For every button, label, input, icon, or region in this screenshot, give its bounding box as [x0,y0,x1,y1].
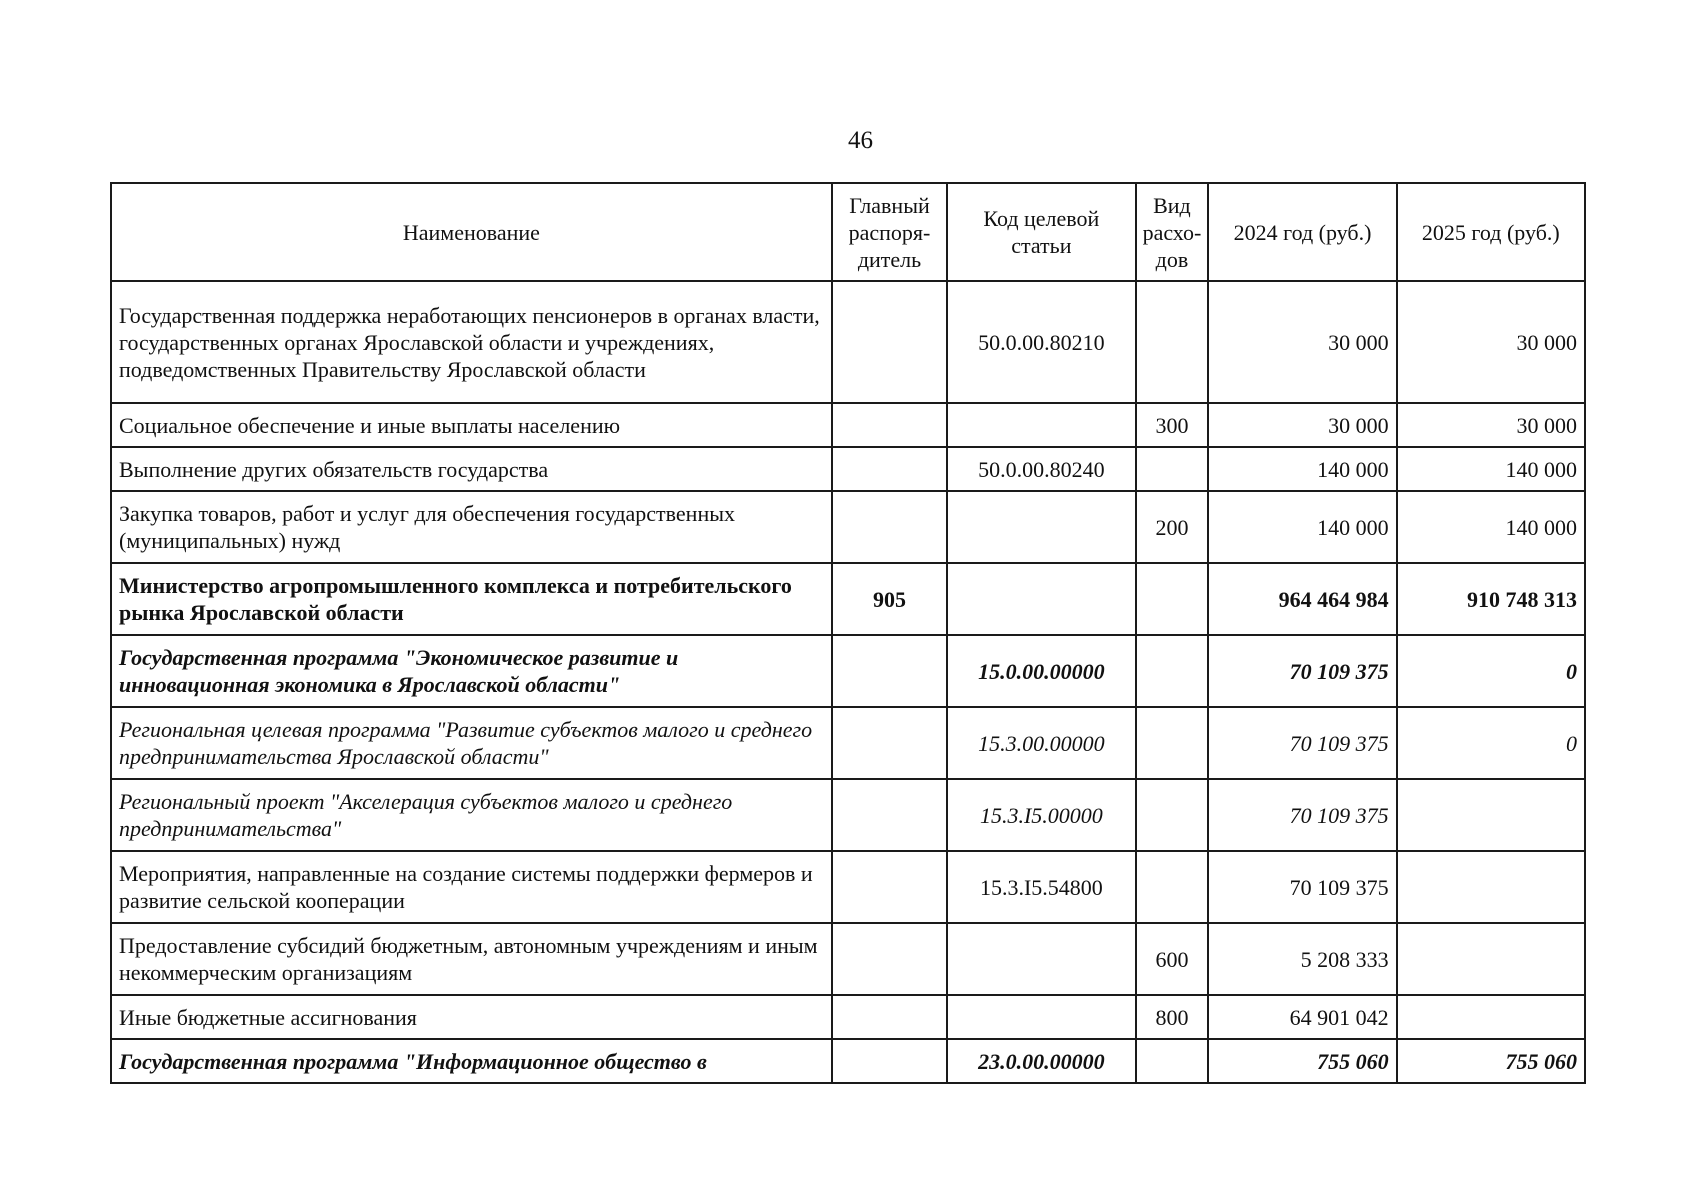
cell-expense-type: 600 [1136,923,1209,995]
header-manager: Главный распоря-дитель [832,183,947,281]
table-row [111,563,1585,635]
cell-expense-type: 300 [1136,403,1209,447]
cell-2024: 70 109 375 [1208,851,1396,923]
budget-table [110,182,1586,1084]
cell-name: Государственная программа "Информационное общество в [111,1039,832,1083]
cell-2025: 910 748 313 [1397,563,1585,635]
cell-manager [832,779,947,851]
cell-expense-type: 200 [1136,491,1209,563]
cell-2025: 755 060 [1397,1039,1585,1083]
cell-name: Мероприятия, направленные на создание системы поддержки фермеров и развитие сельской кооперации [111,851,832,923]
cell-2024: 964 464 984 [1208,563,1396,635]
cell-2025 [1397,779,1585,851]
table-row [111,281,1585,403]
cell-manager [832,707,947,779]
cell-expense-type [1136,447,1209,491]
cell-2025: 140 000 [1397,491,1585,563]
cell-name: Предоставление субсидий бюджетным, автономным учреждениям и иным некоммерческим организациям [111,923,832,995]
cell-2025 [1397,995,1585,1039]
cell-manager [832,851,947,923]
cell-name: Иные бюджетные ассигнования [111,995,832,1039]
table-row [111,995,1585,1039]
cell-expense-type [1136,779,1209,851]
cell-manager [832,635,947,707]
cell-name: Социальное обеспечение и иные выплаты населению [111,403,832,447]
header-expense-type: Вид расхо-дов [1136,183,1209,281]
cell-2024: 64 901 042 [1208,995,1396,1039]
cell-2024: 30 000 [1208,403,1396,447]
cell-name: Государственная программа "Экономическое развитие и инновационная экономика в Ярославской области" [111,635,832,707]
cell-code: 15.0.00.00000 [947,635,1135,707]
cell-2025: 30 000 [1397,403,1585,447]
table-row [111,403,1585,447]
cell-2024: 70 109 375 [1208,635,1396,707]
header-code: Код целевой статьи [947,183,1135,281]
cell-manager [832,281,947,403]
cell-2024: 140 000 [1208,447,1396,491]
table-row [111,1039,1585,1083]
cell-manager [832,491,947,563]
cell-2024: 70 109 375 [1208,779,1396,851]
cell-code: 15.3.00.00000 [947,707,1135,779]
cell-manager: 905 [832,563,947,635]
cell-code [947,491,1135,563]
cell-code [947,563,1135,635]
cell-expense-type: 800 [1136,995,1209,1039]
cell-code [947,923,1135,995]
cell-manager [832,403,947,447]
cell-name: Государственная поддержка неработающих пенсионеров в органах власти, государственных органах Ярославской области и учреждениях, подведомственных Правительству Ярославской области [111,281,832,403]
cell-2025: 0 [1397,635,1585,707]
cell-expense-type [1136,707,1209,779]
cell-manager [832,1039,947,1083]
cell-name: Выполнение других обязательств государства [111,447,832,491]
cell-expense-type [1136,563,1209,635]
header-2025: 2025 год (руб.) [1397,183,1585,281]
cell-name: Министерство агропромышленного комплекса и потребительского рынка Ярославской области [111,563,832,635]
cell-2024: 30 000 [1208,281,1396,403]
cell-2024: 70 109 375 [1208,707,1396,779]
cell-name: Региональная целевая программа "Развитие субъектов малого и среднего предпринимательства Ярославской области" [111,707,832,779]
table-row [111,707,1585,779]
cell-code [947,995,1135,1039]
cell-expense-type [1136,281,1209,403]
cell-2025 [1397,923,1585,995]
cell-code: 50.0.00.80240 [947,447,1135,491]
cell-2024: 755 060 [1208,1039,1396,1083]
cell-name: Закупка товаров, работ и услуг для обеспечения государственных (муниципальных) нужд [111,491,832,563]
table-row [111,851,1585,923]
header-name: Наименование [111,183,832,281]
cell-expense-type [1136,851,1209,923]
table-row [111,923,1585,995]
cell-expense-type [1136,635,1209,707]
table-row [111,447,1585,491]
cell-expense-type [1136,1039,1209,1083]
cell-code [947,403,1135,447]
cell-code: 15.3.I5.00000 [947,779,1135,851]
cell-2025 [1397,851,1585,923]
cell-2025: 30 000 [1397,281,1585,403]
cell-manager [832,995,947,1039]
page-number: 46 [848,127,873,154]
table-row [111,491,1585,563]
cell-name: Региональный проект "Акселерация субъектов малого и среднего предпринимательства" [111,779,832,851]
cell-manager [832,923,947,995]
table-header-row [111,183,1585,281]
cell-code: 50.0.00.80210 [947,281,1135,403]
cell-code: 23.0.00.00000 [947,1039,1135,1083]
cell-2025: 140 000 [1397,447,1585,491]
header-2024: 2024 год (руб.) [1208,183,1396,281]
cell-2025: 0 [1397,707,1585,779]
cell-2024: 5 208 333 [1208,923,1396,995]
cell-2024: 140 000 [1208,491,1396,563]
cell-manager [832,447,947,491]
cell-code: 15.3.I5.54800 [947,851,1135,923]
table-row [111,779,1585,851]
table-row [111,635,1585,707]
